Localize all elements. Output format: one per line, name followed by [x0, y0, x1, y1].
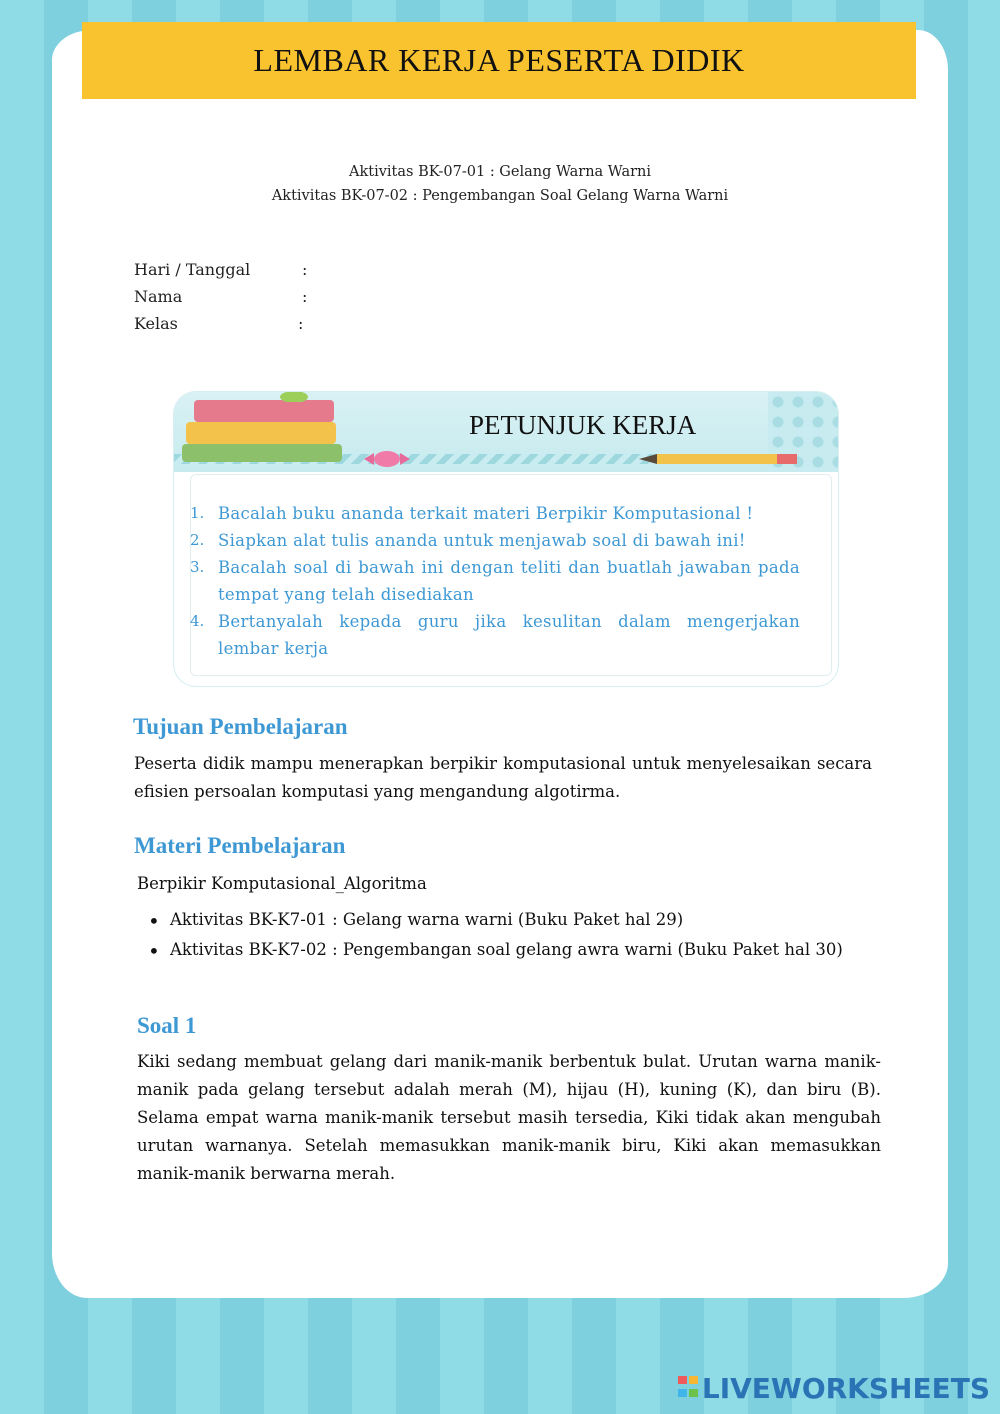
identity-row-name	[134, 283, 307, 310]
activity-line: Aktivitas BK-07-02 : Pengembangan Soal Gelang Warna Warni	[271, 188, 729, 204]
books-icon	[182, 444, 342, 462]
pencil-icon	[639, 452, 799, 466]
step-number: 4.	[190, 612, 205, 630]
list-item	[190, 554, 800, 608]
identity-separator: :	[302, 260, 308, 279]
step-text: Bertanyalah kepada guru jika kesulitan dalam mengerjakan lembar kerja	[218, 612, 800, 658]
question-text: Kiki sedang membuat gelang dari manik-manik berbentuk bulat. Urutan warna manik-manik pada gelang tersebut adalah merah (M), hijau (H), kuning (K), dan biru (B). Selama empat warna manik-manik tersebut masih tersedia, Kiki tidak akan mengubah urutan warnanya. Setelah memasukkan manik-manik biru, Kiki akan memasukkan manik-manik berwarna merah.	[137, 1052, 881, 1183]
logo-block	[689, 1389, 698, 1397]
material-list	[148, 906, 874, 966]
identity-separator: :	[302, 287, 308, 306]
instructions-header	[174, 392, 838, 472]
material-item: Aktivitas BK-K7-01 : Gelang warna warni (Buku Paket hal 29)	[170, 910, 684, 929]
title-banner	[82, 22, 916, 99]
identity-row-date	[134, 256, 307, 283]
bullet-icon: •	[148, 939, 160, 963]
logo-letter	[678, 1376, 687, 1384]
list-item	[190, 500, 800, 527]
logo-icon	[678, 1376, 698, 1402]
step-text: Siapkan alat tulis ananda untuk menjawab soal di bawah ini!	[218, 531, 746, 550]
books-icon	[194, 400, 334, 422]
liveworksheets-logo	[678, 1372, 990, 1405]
list-item	[190, 608, 800, 662]
goals-heading: Tujuan Pembelajaran	[133, 714, 348, 739]
identity-label: Nama	[134, 287, 183, 306]
logo-block	[689, 1376, 698, 1384]
goals-text: Peserta didik mampu menerapkan berpikir komputasional untuk menyelesaikan secara efisien persoalan komputasi yang mengandung algotirma.	[134, 754, 872, 801]
candy-icon	[364, 450, 410, 468]
material-subtitle: Berpikir Komputasional_Algoritma	[137, 874, 427, 893]
instruction-steps	[190, 500, 800, 662]
list-item	[190, 527, 800, 554]
step-number: 3.	[190, 558, 205, 576]
page-title: LEMBAR KERJA PESERTA DIDIK	[253, 42, 745, 78]
apple-icon	[279, 392, 309, 402]
material-heading: Materi Pembelajaran	[134, 833, 346, 858]
material-item: Aktivitas BK-K7-02 : Pengembangan soal gelang awra warni (Buku Paket hal 30)	[170, 940, 843, 959]
bullet-icon: •	[148, 909, 160, 933]
identity-label: Hari / Tanggal	[134, 260, 251, 279]
step-text: Bacalah soal di bawah ini dengan teliti dan buatlah jawaban pada tempat yang telah disediakan	[218, 558, 800, 604]
activity-list	[0, 160, 1000, 208]
list-item	[148, 936, 874, 966]
question-heading: Soal 1	[137, 1013, 197, 1038]
logo-text: LIVEWORKSHEETS	[701, 1372, 990, 1405]
step-number: 2.	[190, 531, 205, 549]
list-item	[148, 906, 874, 936]
instructions-title: PETUNJUK KERJA	[469, 410, 697, 440]
activity-line: Aktivitas BK-07-01 : Gelang Warna Warni	[349, 164, 651, 180]
books-icon	[186, 422, 336, 444]
step-number: 1.	[190, 504, 205, 522]
identity-separator: :	[298, 314, 304, 333]
identity-fields	[134, 256, 307, 337]
identity-label: Kelas	[134, 314, 178, 333]
logo-block	[678, 1389, 687, 1397]
identity-row-class	[134, 310, 307, 337]
step-text: Bacalah buku ananda terkait materi Berpikir Komputasional !	[218, 504, 754, 523]
